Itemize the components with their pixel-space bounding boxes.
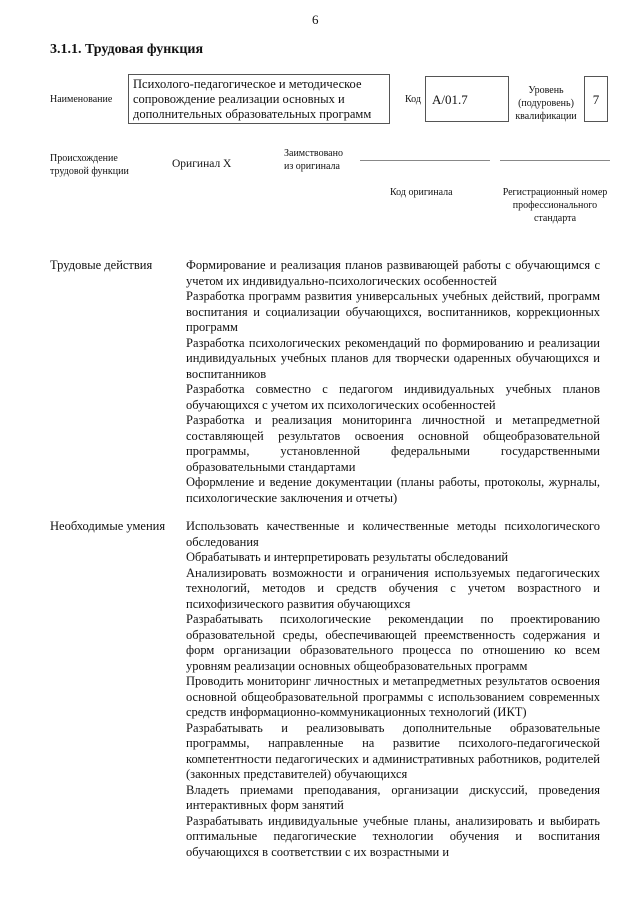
reg-number-label: Регистрационный номер профессионального стандарта <box>502 187 608 224</box>
list-item: Проводить мониторинг личностных и метапредметных результатов освоения основной общеобразовательной программы с использованием современных средств информационно-коммуникационных технологий (ИКТ) <box>186 674 600 719</box>
list-item: Оформление и ведение документации (планы работы, протоколы, журналы, психологические заключения и отчеты) <box>186 475 600 505</box>
code-original-line <box>360 160 490 161</box>
level-value: 7 <box>584 76 608 122</box>
list-item: Разработка психологических рекомендаций по формированию и реализации индивидуальных учебных планов для творчески одаренных обучающихся и воспитанников <box>186 335 600 381</box>
origin-borrowed: Заимствовано из оригинала <box>284 148 343 172</box>
list-item: Разработка совместно с педагогом индивидуальных учебных планов обучающихся с учетом их психологических особенностей <box>186 382 600 412</box>
list-item: Разработка и реализация мониторинга личностной и метапредметной составляющей результатов освоения основной общеобразовательной программы, установленной федеральными государственными образовательными стандартами <box>186 413 600 474</box>
skills-list <box>186 519 600 860</box>
list-item: Разрабатывать психологические рекомендации по проектированию образовательной среды, обеспечивающей преемственность содержания и форм организации образовательного процесса по отношению ко всем уровням реализации основных общеобразовательных программ <box>186 612 600 673</box>
name-value: Психолого-педагогическое и методическое сопровождение реализации основных и дополнительных образовательных программ <box>128 74 390 124</box>
code-original-label: Код оригинала <box>390 187 453 198</box>
list-item: Разрабатывать индивидуальные учебные планы, анализировать и выбирать оптимальные педагогические технологии обучения и воспитания обучающихся в соответствии с их возрастными и <box>186 813 600 859</box>
list-item: Владеть приемами преподавания, организации дискуссий, проведения интерактивных форм занятий <box>186 782 600 812</box>
page-number: 6 <box>312 12 319 27</box>
name-label: Наименование <box>50 94 113 105</box>
list-item: Формирование и реализация планов развивающей работы с обучающимся с учетом их индивидуально-психологических особенностей <box>186 258 600 288</box>
level-label: Уровень (подуровень) квалификации <box>515 85 577 122</box>
origin-label: Происхождение трудовой функции <box>50 153 129 177</box>
reg-number-line <box>500 160 610 161</box>
section-heading: 3.1.1. Трудовая функция <box>50 42 204 57</box>
list-item: Анализировать возможности и ограничения используемых педагогических технологий, методов и средств обучения с учетом возрастного и психофизического развития обучающихся <box>186 565 600 611</box>
list-item: Разработка программ развития универсальных учебных действий, программ воспитания и социализации обучающихся, воспитанников, коррекционных программ <box>186 289 600 334</box>
list-item: Обрабатывать и интерпретировать результаты обследований <box>186 550 509 564</box>
labor-actions-list <box>186 258 600 506</box>
list-item: Использовать качественные и количественные методы психологического обследования <box>186 519 600 549</box>
list-item: Разрабатывать и реализовывать дополнительные образовательные программы, направленные на развитие психолого-педагогической компетентности педагогических и административных работников, родителей (законных представителей) обучающихся <box>186 720 600 781</box>
code-value: А/01.7 <box>425 76 509 122</box>
skills-label: Необходимые умения <box>50 519 166 533</box>
code-label: Код <box>405 94 421 105</box>
labor-actions-label: Трудовые действия <box>50 258 153 272</box>
origin-original: Оригинал Х <box>172 158 232 170</box>
